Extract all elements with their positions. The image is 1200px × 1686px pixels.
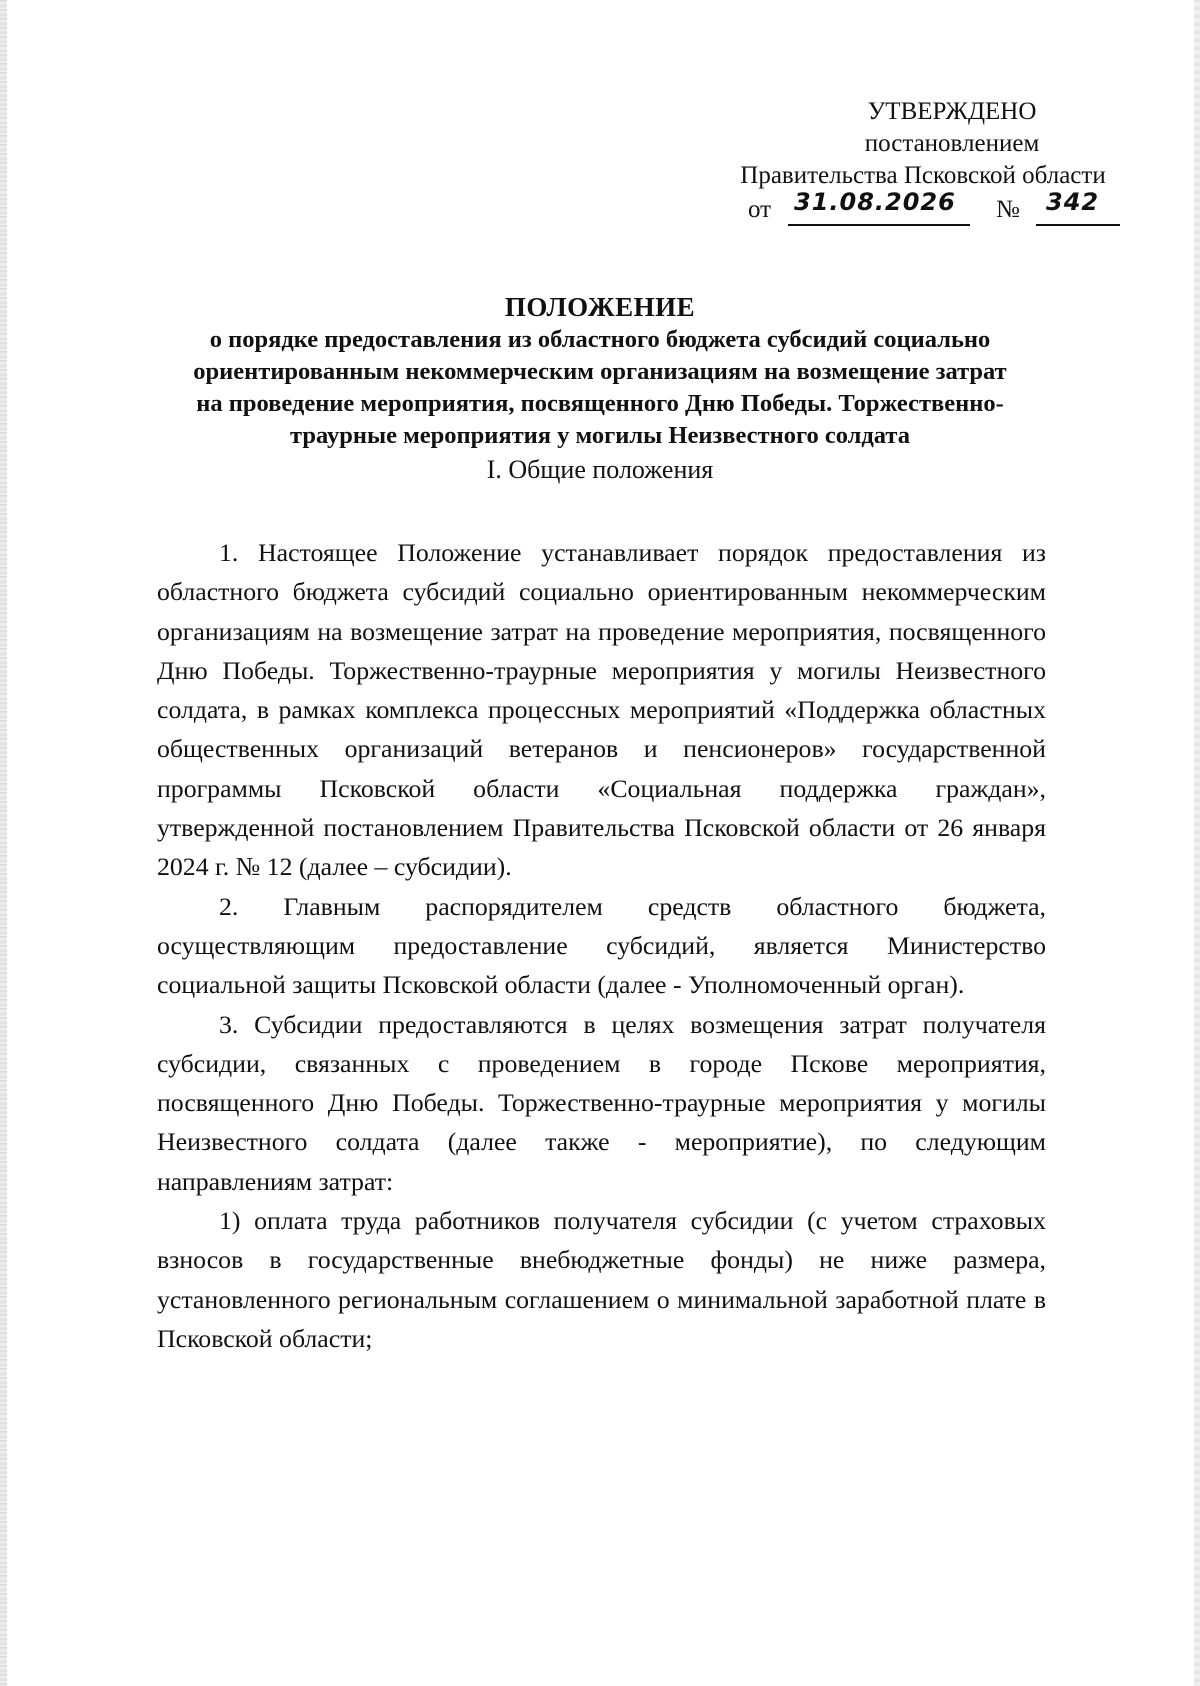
handwritten-date: 31.08.2026 — [794, 188, 956, 216]
approval-date-line — [700, 188, 1146, 232]
scan-edge-left — [0, 0, 7, 1686]
paragraph: 1) оплата труда работников получателя субсидии (с учетом страховых взносов в государственные внебюджетные фонды) не ниже размера, установленного региональным соглашением о минимальной заработной плате в Псковской области; — [157, 1206, 1046, 1353]
document-subtitle-line: ориентированным некоммерческим организациям на возмещение затрат — [193, 358, 1007, 385]
document-body — [157, 533, 1046, 1358]
date-field — [788, 188, 970, 226]
number-field — [1036, 188, 1120, 226]
document-heading — [120, 290, 1080, 452]
section-title: I. Общие положения — [486, 455, 714, 484]
paragraph: 1. Настоящее Положение устанавливает порядок предоставления из областного бюджета субсидий социально ориентированным некоммерческим организациям на возмещение затрат на проведение мероприятия, посвященного Дню Победы. Торжественно-траурные мероприятия у могилы Неизвестного солдата, в рамках комплекса процессных мероприятий «Поддержка областных общественных организаций ветеранов и пенсионеров» государственной программы Псковской области «Социальная поддержка граждан», утвержденной постановлением Правительства Псковской области от 26 января 2024 г. № 12 (далее – субсидии). — [157, 538, 1046, 882]
date-prefix: от — [748, 196, 772, 223]
number-sign: № — [996, 196, 1020, 223]
paragraph: 2. Главным распорядителем средств областного бюджета, осуществляющим предоставление субсидий, является Министерство социальной защиты Псковской области (далее - Уполномоченный орган). — [157, 891, 1046, 1000]
paragraph: 3. Субсидии предоставляются в целях возмещения затрат получателя субсидии, связанных с проведением в городе Пскове мероприятия, посвященного Дню Победы. Торжественно-траурные мероприятия у могилы Неизвестного солдата (далее также - мероприятие), по следующим направлениям затрат: — [157, 1009, 1046, 1196]
approval-approved: УТВЕРЖДЕНО — [867, 98, 1037, 125]
document-subtitle-line: на проведение мероприятия, посвященного Дню Победы. Торжественно- — [196, 390, 1004, 417]
scan-edge-right — [1194, 0, 1200, 1686]
document-subtitle-line: о порядке предоставления из областного бюджета субсидий социально — [209, 326, 991, 353]
approval-authority: Правительства Псковской области — [740, 162, 1106, 189]
handwritten-number: 342 — [1046, 188, 1100, 216]
document-title: ПОЛОЖЕНИЕ — [504, 292, 696, 322]
document-subtitle-line: траурные мероприятия у могилы Неизвестного солдата — [289, 422, 910, 449]
approval-by: постановлением — [864, 130, 1040, 157]
approval-block — [700, 96, 1146, 232]
